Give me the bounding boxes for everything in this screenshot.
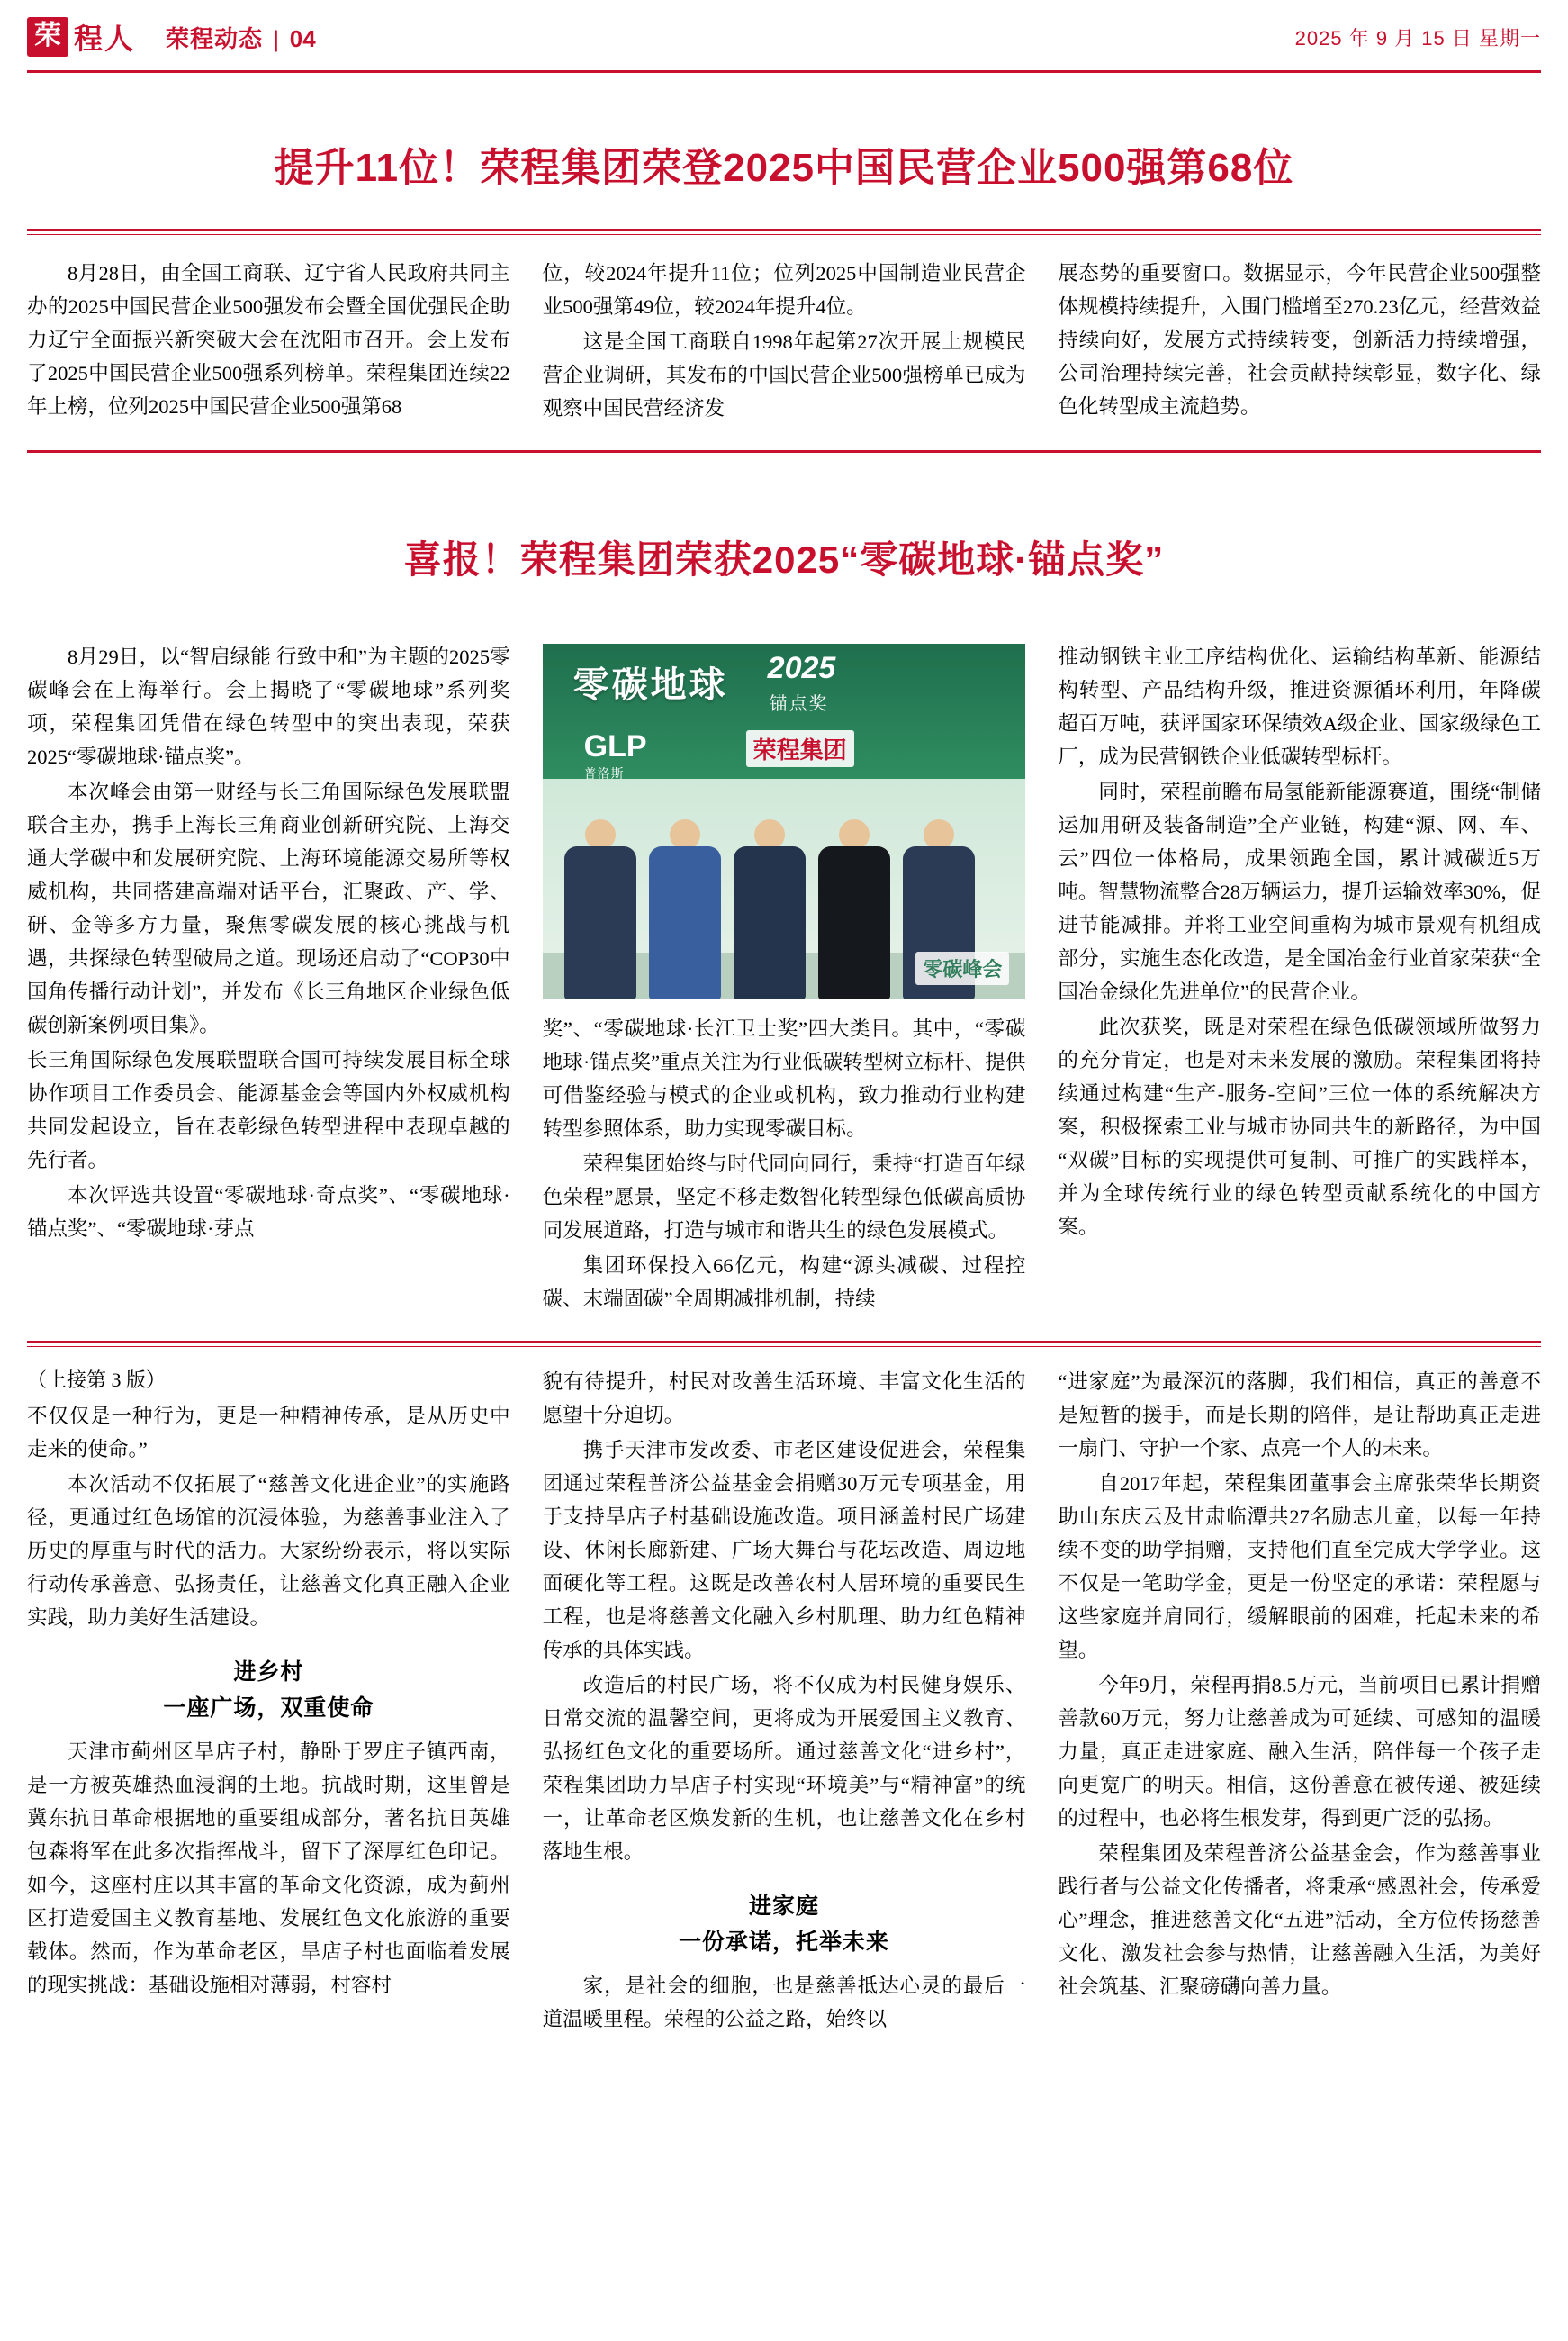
paragraph: 本次评选共设置“零碳地球·奇点奖”、“零碳地球·锚点奖”、“零碳地球·芽点 [27, 1184, 510, 1241]
photo-banner-year: 2025 [767, 651, 836, 686]
masthead [27, 0, 1541, 73]
continued-from-note: （上接第 3 版） [27, 1369, 167, 1392]
article-top-col-2 [543, 257, 1026, 427]
photo-banner-title: 零碳地球 [572, 665, 728, 706]
paragraph: 8月28日，由全国工商联、辽宁省人民政府共同主办的2025中国民营企业500强发布会暨全国优强民企助力辽宁全面振兴新突破大会在沈阳市召开。会上发布了2025中国民营企业500强系列榜单。荣程集团连续22年上榜，位列2025中国民营企业500强第68 [27, 261, 510, 418]
article-middle-col-3 [1058, 640, 1541, 1317]
article-top [27, 73, 1541, 427]
paragraph: 集团环保投入66亿元，构建“源头减碳、过程控碳、末端固碳”全周期减排机制，持续 [542, 1254, 1026, 1311]
subsection-heading-1-line1: 进乡村 [233, 1659, 304, 1686]
publication-name: 程人 [74, 23, 136, 55]
issue-date: 2025 年 9 月 15 日 星期一 [1294, 26, 1541, 50]
photo-corner-label: 零碳峰会 [915, 952, 1009, 985]
photo-banner-subtitle: 锚点奖 [769, 694, 829, 715]
section-divider: | [274, 25, 279, 52]
page-number: 04 [289, 24, 316, 52]
article-bottom-columns [27, 1365, 1541, 2038]
paragraph: 这是全国工商联自1998年起第27次开展上规模民营企业调研，其发布的中国民营企业500强榜单已成为观察中国民营经济发 [542, 330, 1026, 420]
glp-logo-text: GLP [583, 729, 647, 764]
article-top-col-1 [27, 257, 510, 427]
paragraph: 今年9月，荣程再捐8.5万元，当前项目已累计捐赠善款60万元，努力让慈善成为可延续、可感知的温暖力量，真正走进家庭、融入生活，陪伴每一个孩子走向更宽广的明天。相信，这份善意在被传递、被延续的过程中，也必将生根发芽，得到更广泛的弘扬。 [1058, 1674, 1542, 1830]
paragraph: 此次获奖，既是对荣程在绿色低碳领域所做努力的充分肯定，也是对未来发展的激励。荣程集团将持续通过构建“生产-服务-空间”三位一体的系统解决方案，积极探索工业与城市协同共生的新路径，为中国“双碳”目标的实现提供可复制、可推广的实践样本，并为全球传统行业的绿色转型贡献系统化的中国方案。 [1058, 1016, 1542, 1239]
paragraph: 不仅仅是一种行为，更是一种精神传承，是从历史中走来的使命。” [27, 1405, 510, 1461]
headline-rule [27, 229, 1541, 235]
glp-logo-cn: 普洛斯 [583, 766, 625, 782]
article-middle [27, 465, 1541, 1317]
paragraph: 貌有待提升，村民对改善生活环境、丰富文化生活的愿望十分迫切。 [542, 1370, 1026, 1427]
article-bottom-col-3 [1058, 1365, 1541, 2038]
paragraph: 同时，荣程前瞻布局氢能新能源赛道，围绕“制储运加用研及装备制造”全产业链，构建“源、网、车、云”四位一体格局，成果领跑全国，累计减碳近5万吨。智慧物流整合28万辆运力，提升运输效率30%，促进节能减排。并将工业空间重构为城市景观有机组成部分，实施生态化改造，是全国冶金行业首家荣获“全国冶金绿化先进单位”的民营企业。 [1058, 781, 1542, 1004]
publication-logo [27, 16, 135, 58]
article-separator [27, 450, 1541, 456]
paragraph: 荣程集团始终与时代同向同行，秉持“打造百年绿色荣程”愿景，坚定不移走数智化转型绿色低碳高质协同发展道路，打造与城市和谐共生的绿色发展模式。 [542, 1152, 1026, 1243]
paragraph: 本次峰会由第一财经与长三角国际绿色发展联盟联合主办，携手上海长三角商业创新研究院、上海交通大学碳中和发展研究院、上海环境能源交易所等权威机构，共同搭建高端对话平台，汇聚政、产、学、研、金等多方力量，聚焦零碳发展的核心挑战与机遇，共探绿色转型破局之道。现场还启动了“COP30中国角传播行动计划”，并发布《长三角地区企业绿色低碳创新案例项目集》。 [27, 781, 510, 1037]
article-bottom-col-2 [543, 1365, 1026, 2038]
paragraph: 携手天津市发改委、市老区建设促进会，荣程集团通过荣程普济公益基金会捐赠30万元专项基金，用于支持旱店子村基础设施改造。项目涵盖村民广场建设、休闲长廊新建、广场大舞台与花坛改造、周边地面硬化等工程。这既是改善农村人居环境的重要民生工程，也是将慈善文化融入乡村肌理、助力红色精神传承的具体实践。 [542, 1439, 1026, 1662]
paragraph: 自2017年起，荣程集团董事会主席张荣华长期资助山东庆云及甘肃临潭共27名励志儿童，以每一年持续不变的助学捐赠，支持他们直至完成大学学业。这不仅是一笔助学金，更是一份坚定的承诺：荣程愿与这些家庭并肩同行，缓解眼前的困难，托起未来的希望。 [1058, 1472, 1542, 1662]
award-ceremony-photo [543, 644, 1026, 999]
article-bottom-col-1 [27, 1365, 510, 2038]
paragraph: 家，是社会的细胞，也是慈善抵达心灵的最后一道温暖里程。荣程的公益之路，始终以 [542, 1975, 1026, 2031]
paragraph: 荣程集团及荣程普济公益基金会，作为慈善事业践行者与公益文化传播者，将秉承“感恩社会，传承爱心”理念，推进慈善文化“五进”活动，全方位传扬慈善文化、激发社会参与热情，让慈善融入生活，为美好社会筑基、汇聚磅礴向善力量。 [1058, 1842, 1542, 1999]
subsection-heading-2-line1: 进家庭 [749, 1894, 820, 1920]
photo-person [649, 819, 721, 999]
paragraph: “进家庭”为最深沉的落脚，我们相信，真正的善意不是短暂的援手，而是长期的陪伴，是让帮助真正走进一扇门、守护一个家、点亮一个人的未来。 [1058, 1370, 1542, 1460]
paragraph: 展态势的重要窗口。数据显示，今年民营企业500强整体规模持续提升，入围门槛增至270.23亿元，经营效益持续向好，发展方式持续转变，创新活力持续增强，公司治理持续完善，社会贡献持续彰显，数字化、绿色化转型成主流趋势。 [1058, 261, 1542, 418]
photo-person [818, 819, 890, 999]
article-middle-columns [27, 624, 1541, 1317]
photo-person [564, 819, 636, 999]
section-tag [166, 21, 316, 54]
article-top-headline: 提升11位！荣程集团荣登2025中国民营企业500强第68位 [274, 146, 1294, 191]
rongcheng-logo-icon: 荣程集团 [746, 730, 854, 767]
article-middle-col-2 [543, 640, 1026, 1317]
article-bottom [27, 1356, 1541, 2038]
paragraph: 长三角国际绿色发展联盟联合国可持续发展目标全球协作项目工作委员会、能源基金会等国内外权威机构共同发起设立，旨在表彰绿色转型进程中表现卓越的先行者。 [27, 1049, 510, 1172]
section-name: 荣程动态 [166, 24, 264, 52]
article-separator-2 [27, 1341, 1541, 1347]
paragraph: 推动钢铁主业工序结构优化、运输结构革新、能源结构转型、产品结构升级，推进资源循环利用，年降碳超百万吨，获评国家环保绩效A级企业、国家级绿色工厂，成为民营钢铁企业低碳转型标杆。 [1058, 646, 1542, 769]
paragraph: 8月29日，以“智启绿能 行致中和”为主题的2025零碳峰会在上海举行。会上揭晓了“零碳地球”系列奖项，荣程集团凭借在绿色转型中的突出表现，荣获2025“零碳地球·锚点奖”。 [27, 646, 510, 769]
paragraph: 奖”、“零碳地球·长江卫士奖”四大类目。其中，“零碳地球·锚点奖”重点关注为行业低碳转型树立标杆、提供可借鉴经验与模式的企业或机构，致力推动行业构建转型参照体系，助力实现零碳目标。 [542, 1017, 1026, 1141]
logo-mark-icon: 荣 [27, 17, 68, 57]
article-middle-col-1 [27, 640, 510, 1317]
paragraph: 改造后的村民广场，将不仅成为村民健身娱乐、日常交流的温馨空间，更将成为开展爱国主义教育、弘扬红色文化的重要场所。通过慈善文化“进乡村”，荣程集团助力旱店子村实现“环境美”与“精神富”的统一，让革命老区焕发新的生机，也让慈善文化在乡村落地生根。 [542, 1674, 1026, 1864]
paragraph: 本次活动不仅拓展了“慈善文化进企业”的实施路径，更通过红色场馆的沉浸体验，为慈善事业注入了历史的厚重与时代的活力。大家纷纷表示，将以实际行动传承善意、弘扬责任，让慈善文化真正融入企业实践，助力美好生活建设。 [27, 1473, 510, 1630]
subsection-heading-1-line2: 一座广场，双重使命 [163, 1695, 374, 1722]
subsection-heading-2-line2: 一份承诺，托举未来 [679, 1930, 890, 1956]
article-top-col-3 [1058, 257, 1541, 427]
paragraph: 位，较2024年提升11位；位列2025中国制造业民营企业500强第49位，较2024年提升4位。 [542, 261, 1026, 318]
article-middle-headline: 喜报！荣程集团荣获2025“零碳地球·锚点奖” [403, 538, 1165, 582]
article-top-columns [27, 240, 1541, 427]
photo-person [734, 819, 806, 999]
paragraph: 天津市蓟州区旱店子村，静卧于罗庄子镇西南，是一方被英雄热血浸润的土地。抗战时期，这里曾是冀东抗日革命根据地的重要组成部分，著名抗日英雄包森将军在此多次指挥战斗，留下了深厚红色印记。如今，这座村庄以其丰富的革命文化资源，成为蓟州区打造爱国主义教育基地、发展红色文化旅游的重要载体。然而，作为革命老区，旱店子村也面临着发展的现实挑战：基础设施相对薄弱，村容村 [27, 1740, 510, 1997]
